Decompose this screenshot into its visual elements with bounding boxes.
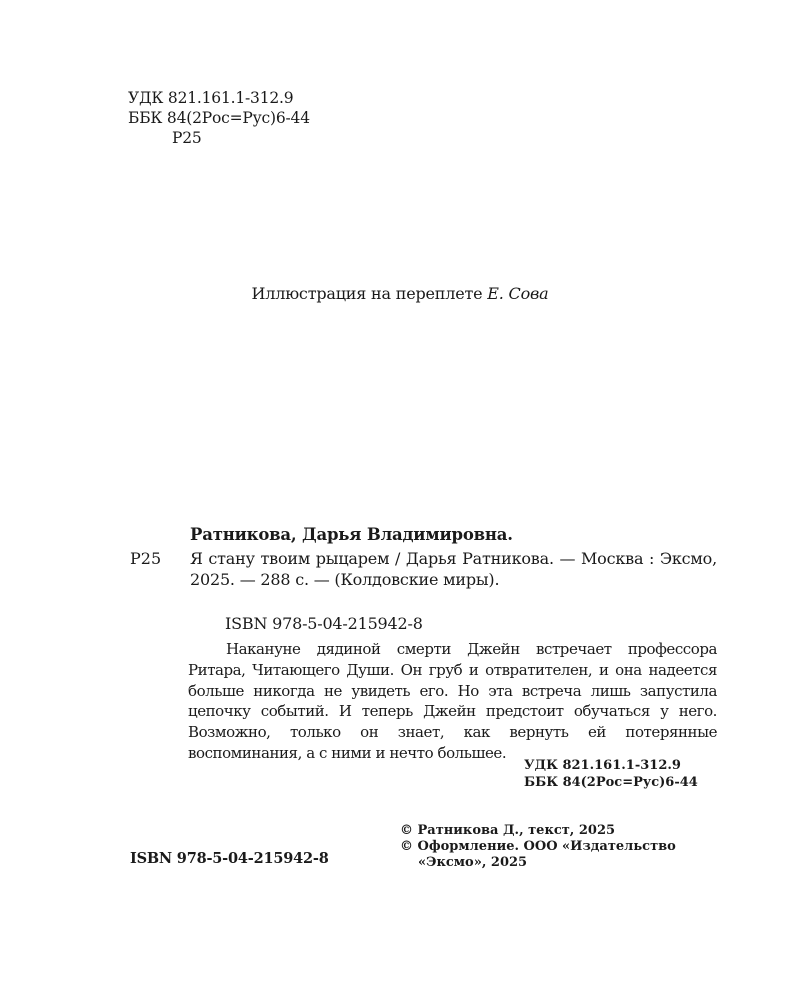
author-mark: Р25	[172, 129, 202, 147]
illustration-artist: Е. Сова	[487, 284, 549, 303]
copyright-design-line-2: «Эксмо», 2025	[418, 855, 528, 871]
illustration-label: Иллюстрация на переплете	[251, 284, 483, 303]
illustration-credit	[0, 284, 800, 303]
copyright-block	[400, 823, 676, 872]
copyright-text: © Ратникова Д., текст, 2025	[400, 823, 616, 838]
copyright-design-line-1: © Оформление. ООО «Издательство	[400, 839, 676, 855]
record-author-mark: Р25	[130, 549, 162, 568]
record-udk: УДК 821.161.1-312.9	[524, 758, 681, 773]
record-bbk: ББК 84(2Рос=Рус)6-44	[524, 775, 698, 790]
record-annotation: Накануне дядиной смерти Джейн встречает профессора Ритара, Читающего Души. Он груб и отвратителен, и она надеется больше никогда не увидеть его. Но эта встреча лишь запустила цепочку событий. И теперь Джейн предстоит обучаться у него. Возможно, только он знает, как вернуть ей потерянные воспоминания, а с ними и нечто большее.	[188, 640, 717, 762]
record-isbn: ISBN 978-5-04-215942-8	[225, 614, 423, 633]
footer-isbn: ISBN 978-5-04-215942-8	[130, 850, 329, 867]
record-classification	[524, 757, 698, 791]
udk-code: УДК 821.161.1-312.9	[128, 89, 294, 107]
bbk-code: ББК 84(2Рос=Рус)6-44	[128, 109, 310, 127]
record-description: Я стану твоим рыцарем / Дарья Ратникова. — Москва : Эксмо, 2025. — 288 с. — (Колдовские миры).	[190, 549, 717, 589]
record-author: Ратникова, Дарья Владимировна.	[190, 525, 513, 544]
classification-codes	[128, 88, 310, 148]
